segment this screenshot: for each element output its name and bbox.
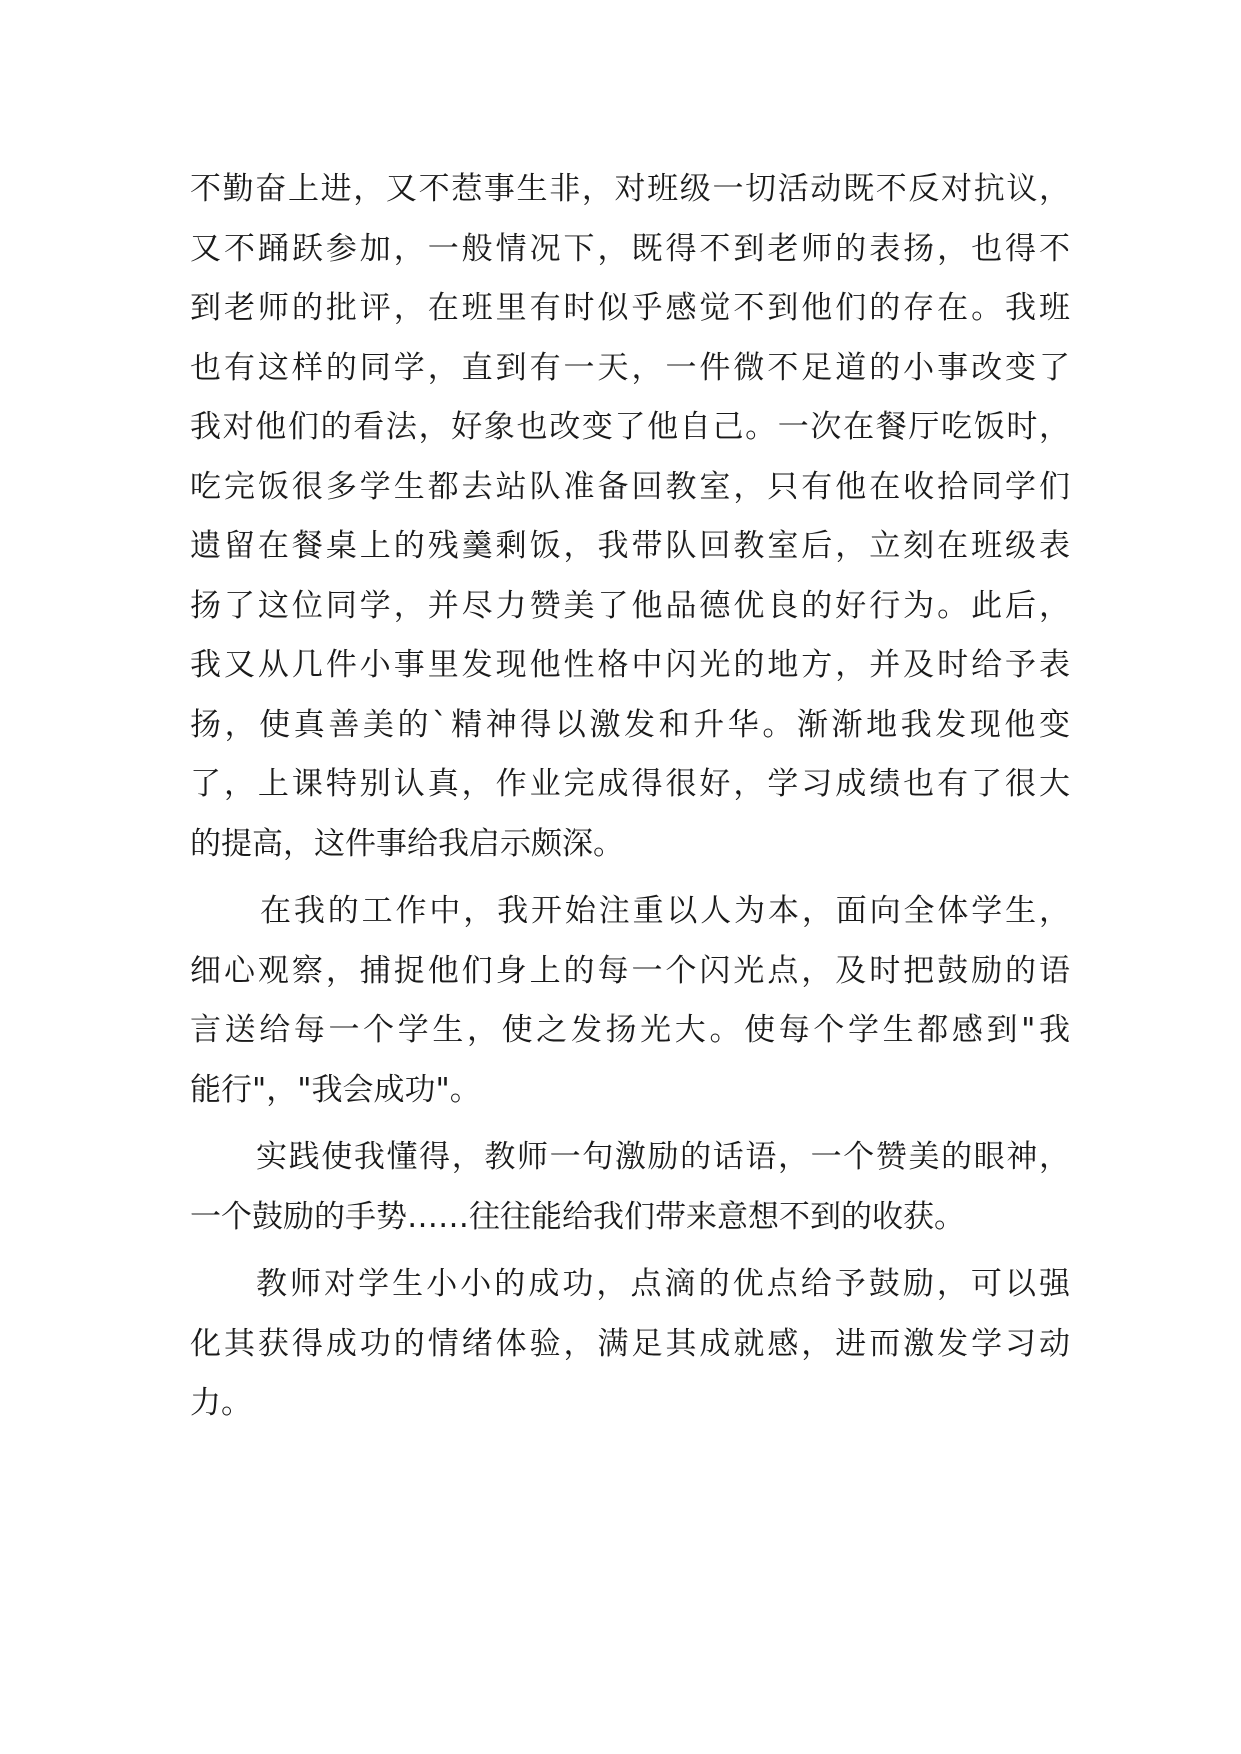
text-line: 不勤奋上进，又不惹事生非，对班级一切活动既不反对抗议， bbox=[190, 171, 1070, 207]
text-line: 扬，使真善美的`精神得以激发和升华。渐渐地我发现他变 bbox=[190, 706, 1070, 743]
paragraph-4 bbox=[190, 1255, 1070, 1434]
paragraph-3 bbox=[190, 1128, 1070, 1247]
paragraph-2 bbox=[190, 882, 1070, 1120]
text-line: 言送给每一个学生，使之发扬光大。使每个学生都感到"我 bbox=[190, 1012, 1070, 1048]
text-line: 的提高，这件事给我启示颇深。 bbox=[190, 825, 624, 862]
text-line: 遗留在餐桌上的残羹剩饭，我带队回教室后，立刻在班级表 bbox=[190, 528, 1070, 564]
text-line: 能行"，"我会成功"。 bbox=[190, 1071, 481, 1108]
text-line: 细心观察，捕捉他们身上的每一个闪光点，及时把鼓励的语 bbox=[190, 952, 1070, 989]
text-line: 扬了这位同学，并尽力赞美了他品德优良的好行为。此后， bbox=[190, 587, 1070, 624]
text-line: 力。 bbox=[190, 1385, 252, 1421]
text-line: 实践使我懂得，教师一句激励的话语，一个赞美的眼神， bbox=[256, 1139, 1070, 1175]
text-line: 在我的工作中，我开始注重以人为本，面向全体学生， bbox=[260, 893, 1070, 929]
text-line: 一个鼓励的手势……往往能给我们带来意想不到的收获。 bbox=[190, 1198, 965, 1235]
text-line: 我又从几件小事里发现他性格中闪光的地方，并及时给予表 bbox=[190, 647, 1070, 683]
document-body bbox=[190, 160, 1070, 1434]
text-line: 化其获得成功的情绪体验，满足其成就感，进而激发学习动 bbox=[190, 1325, 1070, 1362]
text-line: 我对他们的看法，好象也改变了他自己。一次在餐厅吃饭时， bbox=[190, 409, 1070, 445]
text-line: 了，上课特别认真，作业完成得很好，学习成绩也有了很大 bbox=[190, 766, 1070, 802]
text-line: 教师对学生小小的成功，点滴的优点给予鼓励，可以强 bbox=[256, 1266, 1070, 1302]
text-line: 也有这样的同学，直到有一天，一件微不足道的小事改变了 bbox=[190, 349, 1070, 386]
paragraph-1 bbox=[190, 160, 1070, 874]
text-line: 又不踊跃参加，一般情况下，既得不到老师的表扬，也得不 bbox=[190, 230, 1070, 267]
text-line: 到老师的批评，在班里有时似乎感觉不到他们的存在。我班 bbox=[190, 290, 1070, 326]
text-line: 吃完饭很多学生都去站队准备回教室，只有他在收拾同学们 bbox=[190, 468, 1070, 505]
